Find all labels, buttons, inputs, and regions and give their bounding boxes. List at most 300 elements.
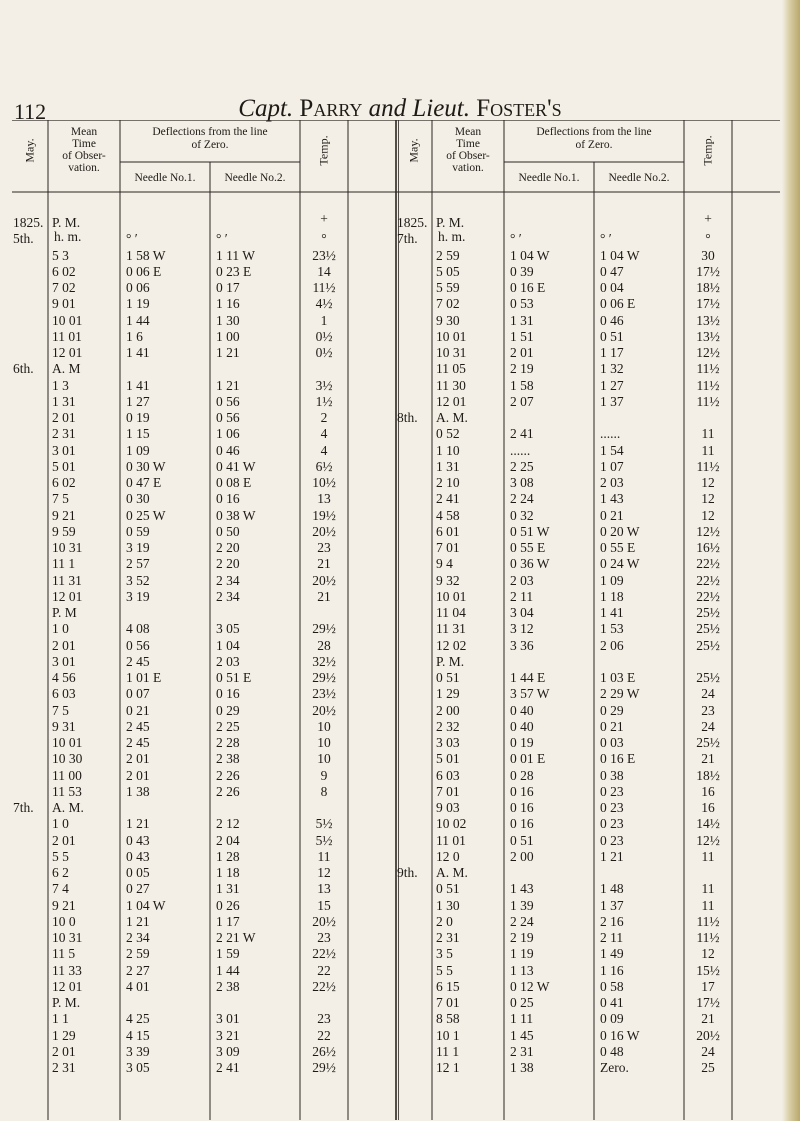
right-temp-cell: 11 [701, 897, 715, 913]
left-temp-cell: 29½ [312, 621, 336, 637]
right-time-cell: 5 5 [436, 962, 453, 978]
left-needle1-cell: 4 25 [126, 1011, 150, 1027]
right-temp-cell: 11½ [696, 377, 720, 393]
left-needle2-cell: 0 29 [216, 702, 240, 718]
right-needle1-cell: 1 04 W [510, 247, 550, 263]
right-needle2-header: Needle No.2. [608, 172, 670, 184]
left-needle1-cell: 3 19 [126, 540, 150, 555]
left-needle1-cell: 1 27 [126, 393, 150, 409]
right-needle1-cell: 0 16 [510, 783, 534, 799]
right-time-cell: 12 02 [436, 637, 467, 653]
left-time-cell: 1 31 [52, 393, 76, 409]
left-needle2-cell: 0 08 E [216, 475, 252, 490]
left-needle1-cell: 2 01 [126, 767, 150, 783]
left-temp-cell: 22 [317, 962, 331, 978]
left-needle1-cell: 0 19 [126, 410, 150, 425]
left-date-cell: 6th. [13, 361, 34, 377]
right-time-cell: 2 00 [436, 702, 460, 718]
left-needle2-cell: 1 17 [216, 913, 240, 929]
left-needle1-cell: 2 57 [126, 556, 150, 572]
right-temp-cell: 11½ [696, 361, 720, 377]
right-needle2-cell: 1 53 [600, 621, 624, 637]
left-needle2-cell: 2 26 [216, 767, 240, 783]
right-temp-cell: 24 [701, 1043, 715, 1059]
left-temp-cell: 23 [317, 540, 331, 555]
left-time-cell: 7 4 [52, 881, 69, 897]
right-temp-cell: 12½ [696, 345, 720, 360]
left-time-cell: 1 3 [52, 377, 69, 393]
right-time-header: Mean [454, 126, 482, 138]
left-time-cell: 4 56 [52, 670, 76, 685]
left-needle1-cell: 0 56 [126, 637, 150, 653]
left-deflections-header: of Zero. [191, 139, 229, 151]
right-needle1-cell: 2 25 [510, 458, 534, 474]
right-needle1-cell: 3 57 W [510, 686, 550, 702]
left-needle1-cell: 1 38 [126, 783, 150, 799]
left-needle2-cell: 1 44 [216, 962, 240, 978]
right-needle2-cell: 1 03 E [600, 670, 636, 685]
right-temp-cell: 12 [701, 475, 715, 490]
right-time-units: h. m. [438, 229, 466, 245]
right-temp-cell: 22½ [696, 588, 720, 604]
right-time-cell: 0 51 [436, 881, 460, 897]
right-time-cell: 3 5 [436, 946, 453, 962]
right-time-cell: A. M. [436, 865, 468, 880]
left-time-cell: 6 03 [52, 686, 76, 702]
right-time-cell: 7 01 [436, 783, 460, 799]
left-time-cell: P. M [52, 605, 77, 620]
right-needle1-cell: 0 19 [510, 735, 534, 750]
left-needle1-cell: 0 43 [126, 832, 150, 848]
left-needle1-cell: 0 47 E [126, 475, 162, 490]
page-number: 112 [14, 99, 47, 124]
left-needle2-cell: 0 50 [216, 523, 240, 539]
left-temp-cell: 23 [317, 930, 331, 945]
left-needle1-cell: 0 06 [126, 280, 150, 295]
right-needle2-cell: 1 49 [600, 946, 624, 962]
left-needle1-cell: 0 05 [126, 865, 150, 880]
left-temp-cell: 22½ [312, 946, 336, 962]
left-time-cell: 2 01 [52, 1043, 76, 1059]
left-needle2-cell: 1 00 [216, 328, 240, 344]
left-temp-cell: 8 [320, 783, 328, 799]
right-time-cell: P. M. [436, 653, 465, 669]
right-time-header: Time [456, 138, 480, 150]
right-needle2-cell: 1 18 [600, 588, 624, 604]
right-time-cell: 10 31 [436, 345, 467, 360]
right-needle1-cell: 1 19 [510, 946, 534, 962]
left-needle2-cell: 1 16 [216, 296, 240, 312]
right-needle1-cell: 1 44 E [510, 670, 546, 685]
left-temp-cell: 0½ [315, 345, 333, 360]
left-time-cell: 2 31 [52, 426, 76, 442]
right-date-cell: 1825. [397, 215, 428, 230]
right-needle2-cell: 1 43 [600, 491, 624, 507]
left-temp-cell: 1 [320, 312, 328, 328]
right-needle2-cell: 0 48 [600, 1043, 624, 1059]
left-temp-plus: + [320, 211, 328, 226]
right-needle1-cell: 3 36 [510, 637, 534, 653]
left-temp-cell: 20½ [312, 702, 336, 718]
right-temp-cell: 11½ [696, 930, 720, 945]
right-time-cell: 7 01 [436, 995, 460, 1010]
right-needle2-cell: 0 04 [600, 280, 624, 295]
right-needle2-cell: 0 23 [600, 816, 624, 832]
right-temp-cell: 12½ [696, 523, 720, 539]
left-needle2-cell: 0 17 [216, 280, 240, 295]
right-needle1-cell: 2 03 [510, 572, 534, 588]
left-temp-cell: 21 [317, 588, 331, 604]
left-needle1-cell: 4 01 [126, 978, 150, 994]
left-temp-cell: 20½ [312, 913, 336, 929]
left-needle1-cell: 1 09 [126, 442, 150, 458]
scan-edge-shading [782, 0, 800, 1121]
left-time-cell: 10 01 [52, 735, 83, 750]
left-temp-cell: 20½ [312, 572, 336, 588]
right-temp-cell: 12½ [696, 832, 720, 848]
left-date-cell: 7th. [13, 800, 34, 815]
left-time-cell: 11 5 [52, 946, 76, 962]
left-needle2-cell: 3 21 [216, 1027, 240, 1043]
right-needle2-cell: 2 03 [600, 475, 624, 490]
running-title [0, 95, 800, 123]
right-time-cell: 2 31 [436, 930, 460, 945]
left-time-cell: 10 01 [52, 312, 83, 328]
right-needle1-cell: 1 38 [510, 1060, 534, 1075]
right-needle1-cell: 1 39 [510, 897, 534, 913]
left-time-cell: 11 33 [52, 962, 82, 978]
left-temp-cell: 22 [317, 1027, 331, 1043]
left-temp-cell: 21 [317, 556, 331, 572]
left-temp-cell: 10 [317, 735, 331, 750]
right-needle1-cell: 2 19 [510, 361, 534, 377]
left-needle2-cell: 2 25 [216, 718, 240, 734]
right-needle1-header: Needle No.1. [518, 172, 580, 184]
left-temp-header: Temp. [316, 135, 331, 166]
left-temp-units: ° [321, 231, 327, 247]
right-needle1-cell: 1 43 [510, 881, 534, 897]
right-temp-header: Temp. [700, 135, 715, 166]
right-needle1-cell: 0 28 [510, 767, 534, 783]
right-needle2-cell: ...... [600, 426, 621, 442]
left-needle1-cell: 0 43 [126, 848, 150, 864]
right-needle2-cell: 1 21 [600, 848, 624, 864]
right-needle2-cell: 0 58 [600, 978, 624, 994]
left-needle2-cell: 2 34 [216, 588, 240, 604]
right-needle1-cell: 2 11 [510, 588, 534, 604]
right-time-header: of Obser- [446, 150, 490, 162]
left-needle1-cell: 4 15 [126, 1027, 150, 1043]
right-needle2-cell: 1 54 [600, 442, 624, 458]
left-needle2-cell: 0 56 [216, 393, 240, 409]
right-needle1-cell: 2 07 [510, 393, 534, 409]
left-time-header: Mean [70, 126, 98, 138]
right-needle1-cell: 2 19 [510, 930, 534, 945]
left-needle2-cell: 0 46 [216, 442, 240, 458]
right-needle2-cell: 0 55 E [600, 540, 636, 555]
right-needle1-cell: 0 25 [510, 995, 534, 1010]
right-needle1-cell: 0 40 [510, 702, 534, 718]
right-time-cell: 11 05 [436, 361, 466, 377]
left-temp-cell: 29½ [312, 670, 336, 685]
left-temp-cell: 15 [317, 897, 331, 913]
left-needle1-cell: 2 34 [126, 930, 150, 945]
right-time-cell: 3 03 [436, 735, 460, 750]
right-needle2-cell: 1 16 [600, 962, 624, 978]
right-needle1-cell: 0 53 [510, 296, 534, 312]
left-temp-cell: 5½ [315, 816, 333, 832]
left-time-cell: 9 01 [52, 296, 76, 312]
left-time-cell: 6 02 [52, 263, 76, 279]
left-needle1-cell: 0 27 [126, 881, 150, 897]
left-needle2-cell: 1 04 [216, 637, 240, 653]
right-needle2-cell: 0 23 [600, 783, 624, 799]
left-needle2-cell: 0 16 [216, 491, 240, 507]
left-needle1-cell: 1 01 E [126, 670, 162, 685]
title-name-foster: Foster [476, 95, 548, 122]
right-needle2-cell: 0 06 E [600, 296, 636, 312]
right-time-cell: 8 58 [436, 1011, 460, 1027]
left-time-cell: 2 01 [52, 832, 76, 848]
right-needle1-cell: 2 24 [510, 491, 534, 507]
left-needle2-cell: 2 04 [216, 832, 240, 848]
left-needle2-cell: 0 26 [216, 897, 240, 913]
left-time-cell: 12 01 [52, 588, 83, 604]
right-time-cell: 1 29 [436, 686, 460, 702]
left-time-cell: 10 31 [52, 540, 83, 555]
left-temp-cell: 20½ [312, 523, 336, 539]
right-time-cell: 1 31 [436, 458, 460, 474]
right-needle2-cell: 0 21 [600, 507, 624, 523]
right-time-cell: 2 32 [436, 718, 460, 734]
left-time-cell: 12 01 [52, 978, 83, 994]
left-needle1-cell: 0 59 [126, 523, 150, 539]
left-needle2-cell: 2 12 [216, 816, 240, 832]
left-needle1-cell: 0 06 E [126, 263, 162, 279]
left-time-cell: 6 2 [52, 865, 69, 880]
left-temp-cell: 9 [320, 767, 328, 783]
title-name-parry: Parry [299, 95, 363, 122]
left-temp-cell: 3½ [315, 377, 333, 393]
left-needle2-cell: 1 18 [216, 865, 240, 880]
left-needle1-cell: 2 59 [126, 946, 150, 962]
right-temp-cell: 11½ [696, 393, 720, 409]
left-time-cell: 10 30 [52, 751, 83, 767]
left-needle2-cell: 0 23 E [216, 263, 252, 279]
right-temp-cell: 11 [701, 881, 715, 897]
left-needle1-cell: 3 52 [126, 572, 150, 588]
right-time-cell: 11 04 [436, 605, 466, 620]
left-temp-cell: 4 [320, 442, 328, 458]
left-time-cell: 2 01 [52, 637, 76, 653]
left-temp-cell: 29½ [312, 1060, 336, 1075]
left-needle1-cell: 0 25 W [126, 507, 166, 523]
right-needle2-cell: 2 16 [600, 913, 624, 929]
left-temp-cell: 12 [317, 865, 331, 880]
right-time-header: vation. [452, 162, 484, 174]
right-needle1-cell: 3 12 [510, 621, 534, 637]
right-needle1-cell: 1 31 [510, 312, 534, 328]
right-needle1-cell: ...... [510, 442, 531, 458]
right-date-cell: 8th. [397, 410, 418, 425]
left-time-cell: 9 31 [52, 718, 76, 734]
right-time-cell: 5 05 [436, 263, 460, 279]
right-deflections-header: of Zero. [575, 139, 613, 151]
left-time-cell: 11 01 [52, 328, 82, 344]
right-temp-cell: 17½ [696, 263, 720, 279]
right-needle1-cell: 0 16 E [510, 280, 546, 295]
left-needle1-cell: 1 6 [126, 328, 143, 344]
left-time-cell: 10 31 [52, 930, 83, 945]
left-needle1-cell: 3 39 [126, 1043, 150, 1059]
left-time-cell: 3 01 [52, 442, 76, 458]
left-needle1-cell: 1 15 [126, 426, 150, 442]
right-time-cell: 11 01 [436, 832, 466, 848]
right-needle2-cell: 1 37 [600, 897, 624, 913]
right-time-cell: 2 41 [436, 491, 460, 507]
right-needle1-units: ° ′ [510, 231, 522, 247]
left-temp-cell: 0½ [315, 328, 333, 344]
left-needle1-cell: 2 27 [126, 962, 150, 978]
right-time-cell: 9 4 [436, 556, 453, 572]
right-time-cell: 12 0 [436, 848, 460, 864]
left-needle2-cell: 1 11 W [216, 247, 255, 263]
title-middle: and Lieut. [368, 95, 470, 122]
left-temp-cell: 10 [317, 718, 331, 734]
right-temp-cell: 16½ [696, 540, 720, 555]
right-needle1-cell: 1 45 [510, 1027, 534, 1043]
right-needle2-cell: 0 41 [600, 995, 624, 1010]
left-temp-cell: 32½ [312, 653, 336, 669]
right-time-cell: P. M. [436, 215, 465, 230]
left-needle2-cell: 2 34 [216, 572, 240, 588]
right-temp-cell: 12 [701, 507, 715, 523]
left-needle2-cell: 2 38 [216, 978, 240, 994]
right-time-cell: 6 01 [436, 523, 460, 539]
right-time-cell: 11 31 [436, 621, 466, 637]
left-temp-cell: 23½ [312, 247, 336, 263]
right-needle2-cell: 1 17 [600, 345, 624, 360]
right-temp-cell: 25½ [696, 621, 720, 637]
right-time-cell: 0 52 [436, 426, 460, 442]
left-needle2-cell: 1 21 [216, 345, 240, 360]
right-temp-cell: 18½ [696, 767, 720, 783]
left-needle2-cell: 3 09 [216, 1043, 240, 1059]
left-date-cell: 5th. [13, 231, 34, 247]
left-needle2-units: ° ′ [216, 231, 228, 247]
right-temp-cell: 25½ [696, 637, 720, 653]
left-time-cell: 7 5 [52, 491, 69, 507]
left-temp-cell: 19½ [312, 507, 336, 523]
right-temp-units: ° [705, 231, 711, 247]
right-needle2-cell: 0 23 [600, 832, 624, 848]
left-time-cell: 10 0 [52, 913, 76, 929]
right-temp-plus: + [704, 211, 712, 226]
right-temp-cell: 16 [701, 783, 715, 799]
right-temp-cell: 25½ [696, 735, 720, 750]
left-time-cell: 2 01 [52, 410, 76, 425]
left-time-cell: 6 02 [52, 475, 76, 490]
right-needle1-cell: 1 11 [510, 1011, 534, 1027]
right-time-cell: 2 10 [436, 475, 460, 490]
left-needle2-cell: 2 28 [216, 735, 240, 750]
left-time-cell: 11 31 [52, 572, 82, 588]
left-temp-cell: 13 [317, 881, 331, 897]
right-needle1-cell: 1 58 [510, 377, 534, 393]
left-temp-cell: 6½ [315, 458, 333, 474]
right-time-cell: 2 59 [436, 247, 460, 263]
left-needle1-cell: 1 19 [126, 296, 150, 312]
right-time-cell: 12 01 [436, 393, 467, 409]
right-temp-cell: 25½ [696, 605, 720, 620]
right-temp-cell: 11 [701, 426, 715, 442]
left-time-cell: 9 59 [52, 523, 76, 539]
right-needle2-cell: 1 48 [600, 881, 624, 897]
right-time-cell: 5 59 [436, 280, 460, 295]
right-time-cell: 10 01 [436, 328, 467, 344]
right-temp-cell: 17½ [696, 995, 720, 1010]
left-time-cell: A. M. [52, 800, 84, 815]
right-needle1-cell: 2 41 [510, 426, 534, 442]
right-time-cell: 10 02 [436, 816, 467, 832]
left-time-cell: 5 5 [52, 848, 69, 864]
right-needle1-cell: 0 40 [510, 718, 534, 734]
left-needle1-cell: 0 30 W [126, 458, 166, 474]
left-needle1-cell: 2 45 [126, 718, 150, 734]
left-needle1-cell: 0 30 [126, 491, 150, 507]
right-temp-cell: 11 [701, 442, 715, 458]
left-time-cell: 5 3 [52, 247, 69, 263]
left-temp-cell: 28 [317, 637, 331, 653]
right-needle1-cell: 3 08 [510, 475, 534, 490]
right-needle2-cell: 0 20 W [600, 523, 640, 539]
left-time-cell: 7 5 [52, 702, 69, 718]
left-temp-cell: 23½ [312, 686, 336, 702]
right-needle2-cell: 2 29 W [600, 686, 640, 702]
left-time-cell: 11 1 [52, 556, 76, 572]
left-time-units: h. m. [54, 229, 82, 245]
right-needle2-cell: 0 29 [600, 702, 624, 718]
right-time-cell: 12 1 [436, 1060, 460, 1075]
left-needle1-cell: 0 07 [126, 686, 150, 702]
observation-table [12, 120, 780, 1120]
left-needle2-cell: 1 06 [216, 426, 240, 442]
right-time-cell: 10 01 [436, 588, 467, 604]
left-needle1-cell: 1 04 W [126, 897, 166, 913]
right-temp-cell: 13½ [696, 328, 720, 344]
right-needle1-cell: 2 01 [510, 345, 534, 360]
right-needle1-cell: 0 36 W [510, 556, 550, 572]
left-time-header: Time [72, 138, 96, 150]
left-temp-cell: 4½ [315, 296, 333, 312]
left-needle1-cell: 1 21 [126, 816, 150, 832]
right-temp-cell: 11½ [696, 458, 720, 474]
right-needle2-cell: 0 47 [600, 263, 624, 279]
left-month-header: May. [22, 138, 37, 163]
left-time-cell: 11 00 [52, 767, 82, 783]
right-temp-cell: 14½ [696, 816, 720, 832]
left-time-cell: 1 1 [52, 1011, 69, 1027]
right-temp-cell: 16 [701, 800, 715, 815]
right-time-cell: 7 02 [436, 296, 460, 312]
right-needle2-cell: 0 51 [600, 328, 624, 344]
right-needle1-cell: 2 00 [510, 848, 534, 864]
left-needle1-cell: 3 19 [126, 588, 150, 604]
left-needle2-cell: 0 38 W [216, 507, 256, 523]
left-needle2-cell: 1 31 [216, 881, 240, 897]
right-temp-cell: 11 [701, 848, 715, 864]
right-needle1-cell: 1 51 [510, 328, 534, 344]
